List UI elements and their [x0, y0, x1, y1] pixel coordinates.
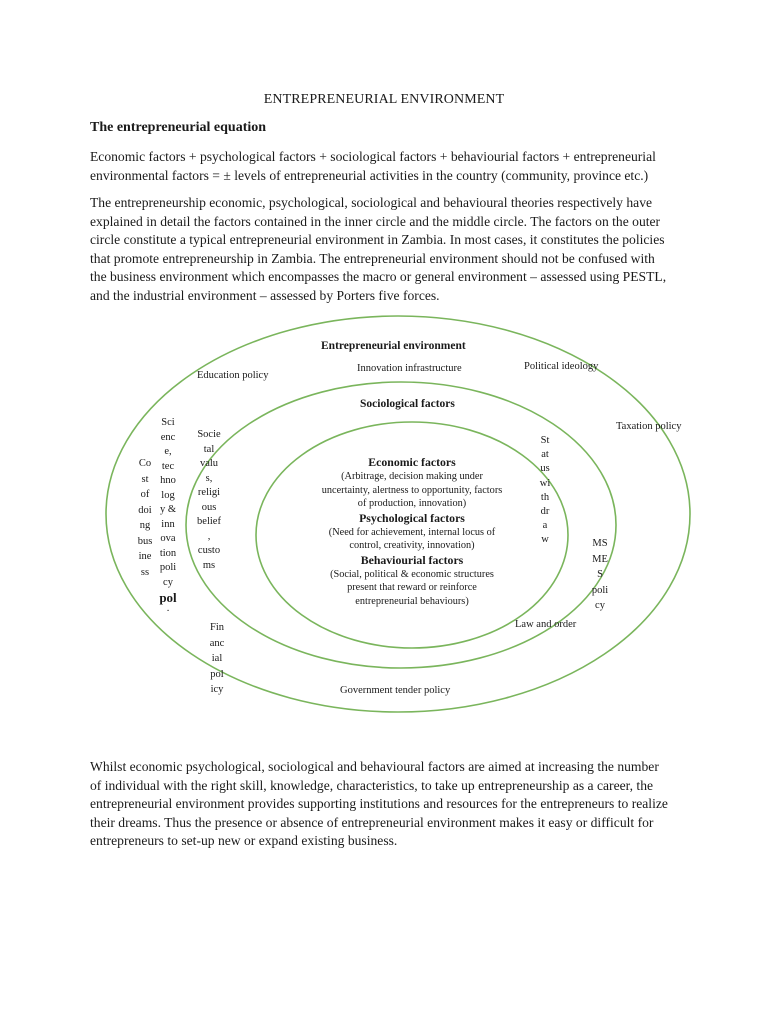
- text-line: entrepreneurial environment provides supporting institutions and resources for the entrepreneurs to realize: [90, 796, 668, 811]
- text-line: explained in detail the factors contained in the inner circle and the middle circle. The factors on the outer: [90, 213, 661, 229]
- label-cost-of-doing-business: Co st of doi ng bus ine ss: [137, 458, 153, 578]
- inner-circle-content: Economic factors (Arbitrage, decision making under uncertainty, alertness to opportunity, factors of production, innovation) Psychological factors (Need for achievement, internal locus of control, creativity, innovation) Behaviourial factors (Social, political & economic structures present that reward or reinforce entrepreneurial behaviours): [296, 455, 528, 608]
- text-line: and the industrial environment – assessed by Porters five forces.: [90, 287, 440, 303]
- conclusion-paragraph: [90, 758, 690, 851]
- text-line: their dreams. Thus the presence or absence of entrepreneurial environment makes it easy or difficult for: [90, 814, 654, 830]
- text-line: entrepreneurs to set-up new or expand existing business.: [90, 833, 398, 848]
- label-science-technology-innovation-policy: Sci enc e, tec hno log y & inn ova tion poli cy pol .: [159, 417, 177, 614]
- text-line: of individual with the right skill, knowledge, characteristics, to take up entrepreneurship as a career, the: [90, 777, 654, 793]
- document-title: ENTREPRENEURIAL ENVIRONMENT: [263, 92, 505, 107]
- text-line: The entrepreneurship economic, psychological, sociological and behavioural theories respectively have: [90, 195, 653, 210]
- economic-factors-title: Economic factors: [368, 455, 456, 469]
- label-societal-values: Socie tal valu s, religi ous belief , custo ms: [197, 429, 221, 571]
- text-line: Economic factors + psychological factors + sociological factors + behaviourial factors + entrepreneurial: [90, 149, 656, 164]
- psychological-factors-title: Psychological factors: [359, 510, 465, 525]
- section-heading: The entrepreneurial equation: [90, 120, 267, 135]
- label-education-policy: Education policy: [197, 370, 269, 381]
- label-financial-policy: Fin anc ial pol icy: [209, 622, 225, 695]
- label-government-tender-policy: Government tender policy: [340, 685, 451, 696]
- outer-circle-title: Entrepreneurial environment: [321, 340, 466, 352]
- label-status-withdraw: St at us wi th dr a w: [539, 435, 551, 546]
- text-line: circle constitute a typical entrepreneurial environment in Zambia. In most cases, it constitutes the policies: [90, 232, 665, 247]
- label-innovation-infrastructure: Innovation infrastructure: [357, 363, 462, 374]
- label-political-ideology: Political ideology: [524, 361, 599, 372]
- text-line: the business environment which encompasses the macro or general environment – assessed using PESTL,: [90, 269, 667, 284]
- middle-circle-title: Sociological factors: [360, 398, 455, 410]
- label-law-and-order: Law and order: [515, 619, 577, 630]
- label-msmes-policy: MS ME S poli cy: [591, 538, 609, 611]
- label-taxation-policy: Taxation policy: [616, 421, 682, 432]
- text-line: environmental factors = ± levels of entrepreneurial activities in the country (community, province etc.): [90, 167, 649, 183]
- text-line: that promote entrepreneurship in Zambia. The entrepreneurial environment should not be confused with: [90, 250, 655, 266]
- text-line: Whilst economic psychological, sociological and behavioural factors are aimed at increasing the number: [90, 759, 659, 774]
- behavioural-factors-title: Behaviourial factors: [360, 552, 464, 567]
